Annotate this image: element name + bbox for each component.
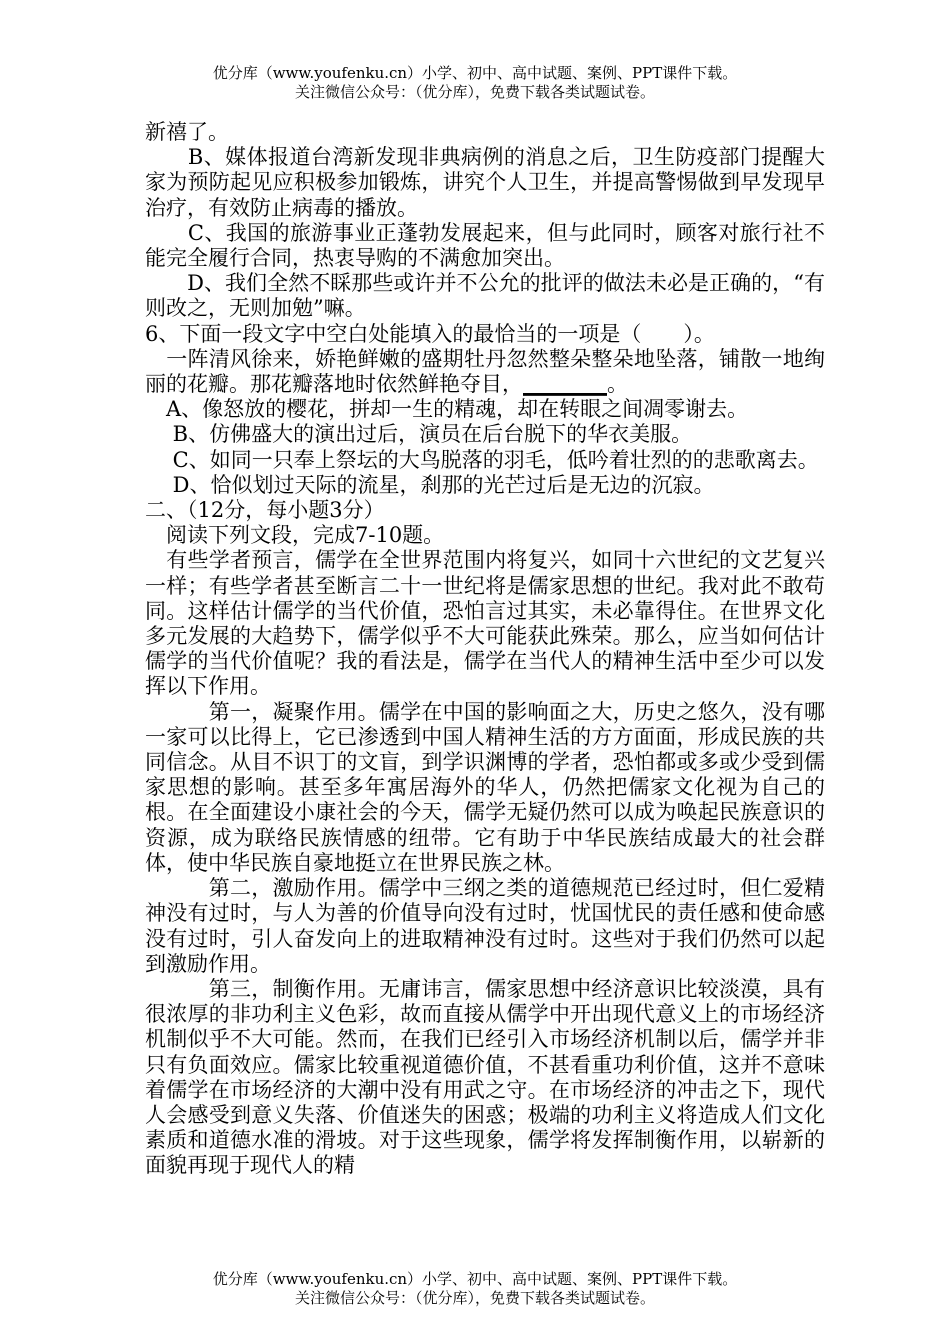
q6-option-d: D、恰似划过天际的流星，刹那的光芒过后是无边的沉寂。	[145, 472, 715, 497]
footer-line-1: 优分库（www.youfenku.cn）小学、初中、高中试题、案例、PPT课件下载。	[212, 1270, 738, 1288]
q5-option-d: D、我们全然不睬那些或许并不公允的批评的做法未必是正确的，“有则改之，无则加勉”嘛。	[145, 271, 825, 321]
header-line-1: 优分库（www.youfenku.cn）小学、初中、高中试题、案例、PPT课件下载。	[212, 64, 738, 82]
reading-paragraph-1: 有些学者预言，儒学在全世界范围内将复兴，如同十六世纪的文艺复兴一样；有些学者甚至断言二十一世纪将是儒家思想的世纪。我对此不敢苟同。这样估计儒学的当代价值，恐怕言过其实，未必靠得住。在世界文化多元发展的大趋势下，儒学似乎不大可能获此殊荣。那么，应当如何估计儒学的当代价值呢？我的看法是，儒学在当代人的精神生活中至少可以发挥以下作用。	[145, 548, 825, 699]
footer-line-2: 关注微信公众号：（优分库），免费下载各类试题试卷。	[294, 1289, 655, 1307]
reading-paragraph-4: 第三，制衡作用。无庸讳言，儒家思想中经济意识比较淡漠，具有很浓厚的非功利主义色彩，故而直接从儒学中开出现代意义上的市场经济机制似乎不大可能。然而，在我们已经引入市场经济机制以后，儒学并非只有负面效应。儒家比较重视道德价值，不甚看重功利价值，这并不意味着儒学在市场经济的大潮中没有用武之守。在市场经济的冲击之下，现代人会感受到意义失落、价值迷失的困惑；极端的功利主义将造成人们文化素质和道德水准的滑坡。对于这些现象，儒学将发挥制衡作用，以崭新的面貌再现于现代人的精	[145, 976, 825, 1178]
continued-line: 新禧了。	[145, 120, 229, 144]
reading-paragraph-3: 第二，激励作用。儒学中三纲之类的道德规范已经过时，但仁爱精神没有过时，与人为善的价值导向没有过时，忧国忧民的责任感和使命感没有过时，引人奋发向上的进取精神没有过时。这些对于我们仍然可以起到激励作用。	[145, 876, 825, 976]
page-footer	[0, 1270, 950, 1308]
section-2-title: 二、（12分，每小题3分）	[145, 498, 385, 523]
q6-passage-end: 。	[607, 372, 628, 397]
q6-passage-text: 一阵清风徐来，娇艳鲜嫩的盛期牡丹忽然整朵整朵地坠落，铺散一地绚丽的花瓣。那花瓣落地时依然鲜艳夺目，	[145, 346, 825, 397]
document-body	[145, 120, 825, 1179]
q5-option-c: C、我国的旅游事业正蓬勃发展起来，但与此同时，顾客对旅行社不能完全履行合同，热衷导购的不满愈加突出。	[145, 220, 825, 271]
q5-option-b: B、媒体报道台湾新发现非典病例的消息之后，卫生防疫部门提醒大家为预防起见应积极参加锻炼，讲究个人卫生，并提高警惕做到早发现早治疗，有效防止病毒的播放。	[145, 145, 825, 220]
q6-option-c: C、如同一只奉上祭坛的大鸟脱落的羽毛，低吟着壮烈的的悲歌离去。	[145, 447, 819, 472]
q6-option-b: B、仿佛盛大的演出过后，演员在后台脱下的华衣美服。	[145, 422, 693, 447]
header-line-2: 关注微信公众号：（优分库），免费下载各类试题试卷。	[294, 83, 655, 101]
q6-option-a: A、像怒放的樱花，拼却一生的精魂，却在转眼之间凋零谢去。	[145, 397, 749, 422]
q6-blank: ________	[523, 372, 607, 397]
reading-paragraph-2: 第一，凝聚作用。儒学在中国的影响面之大，历史之悠久，没有哪一家可以比得上，它已渗透到中国人精神生活的方方面面，形成民族的共同信念。从目不识丁的文盲，到学识渊博的学者，恐怕都或多或少受到儒家思想的影响。甚至多年寓居海外的华人，仍然把儒家文化视为自己的根。在全面建设小康社会的今天，儒学无疑仍然可以成为唤起民族意识的资源，成为联络民族情感的纽带。它有助于中华民族结成最大的社会群体，使中华民族自豪地挺立在世界民族之林。	[145, 699, 825, 875]
page-header	[0, 64, 950, 102]
section-2-instruction: 阅读下列文段，完成7-10题。	[145, 523, 445, 548]
q6-title: 6、下面一段文字中空白处能填入的最恰当的一项是（ ）。	[145, 321, 715, 346]
q6-passage	[145, 347, 825, 397]
